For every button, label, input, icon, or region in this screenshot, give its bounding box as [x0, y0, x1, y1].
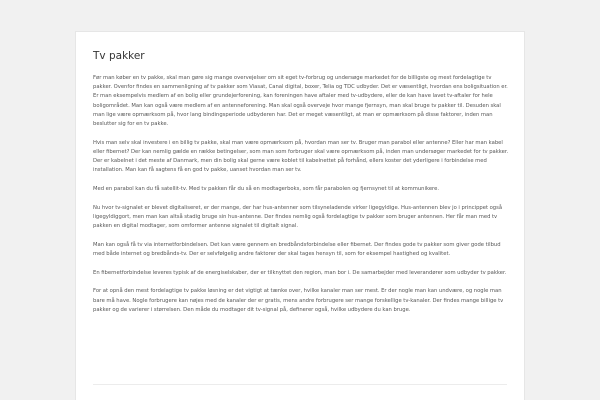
paragraph-before-purchase: Før man køber en tv pakke, skal man gøre sig mange overvejelser om sit eget tv-forbrug og undersøge markedet for de billigste og mest fordelagtige tv pakker. Ovenfor findes en sammenligning af tv pakker som Viasat, Canal digital, boxer, Telia og TDC udbyder. Det er væsentligt, hvordan ens boligsituation er. Er man eksempelvis medlem af en bolig eller grundejerforening, kan foreningen have aftaler med tv-udbydere, eller de kan have lavet tv-aftaler for hele boligområdet. Man kan også være medlem af en antenneforening. Man skal også overveje hvor mange fjernsyn, man skal bruge tv pakker til. Desuden skal man lige være opmærksom på, hvor lang bindingsperiode udbyderen har. Det er meget væsentligt, at man er opmærksom på disse faktorer, inden man beslutter sig for en tv pakke. — [93, 75, 508, 128]
paragraph-satellite: Med en parabol kan du få satellit-tv. Med tv pakken får du så en modtagerboks, som får parabolen og fjernsynet til at kommunikere. — [93, 186, 439, 193]
article-card — [75, 31, 525, 400]
article-content — [93, 49, 509, 325]
page-title: Tv pakker — [93, 50, 145, 62]
paragraph-house-antenna: Nu hvor tv-signalet er blevet digitaliseret, er der mange, der har hus-antenner som tilsyneladende virker ligegyldige. Hus-antennen blev jo i princippet også ligegyldiggort, men man kan altså stadig bruge sin hus-antenne. Der findes nemlig også fordelagtige tv pakker som bruger antennen. Her får man med tv pakken en digital modtager, som omformer antenne signalet til digitalt signal. — [93, 204, 503, 230]
paragraph-internet-tv: Man kan også få tv via internetforbindelsen. Det kan være gennem en bredbåndsforbindelse eller fibernet. Der findes gode tv pakker som giver gode tilbud med både internet og bredbånds-tv. Der er selvfølgelig andre faktorer der skal tages hensyn til, som for eksempel hastighed og kvalitet. — [93, 241, 501, 258]
paragraph-channels: For at opnå den mest fordelagtige tv pakke løsning er det vigtigt at tænke over, hvilke kanaler man ser mest. Er der nogle man kan undvære, og nogle man bare må have. Nogle forbrugere kan nøjes med de kanaler der er gratis, mens andre forbrugere ser mange forskellige tv-kanaler. Der findes mange billige tv pakker og de varierer i størrelsen. Den måde du modtager dit tv-signal på, definerer også, hvilke udbydere du kan bruge. — [93, 288, 504, 313]
paragraph-how-you-watch: Hvis man selv skal investere i en billig tv pakke, skal man være opmærksom på, hvordan man ser tv. Bruger man parabol eller antenne? Eller har man kabel eller fibernet? Der kan nemlig gælde en række betingelser, som man som forbruger skal være opmærksom på, inden man undersøger markedet for tv pakker. Der er kabelnet i det meste af Danmark, men din bolig skal gerne være koblet til kabelnettet på forhånd, ellers koster det yderligere i forbindelse med installation. Man kan få sagtens få en god tv pakke, uanset hvordan man ser tv. — [93, 139, 509, 174]
paragraph-fibernet: En fibernetforbindelse leveres typisk af de energiselskaber, der er tilknyttet den region, man bor i. De samarbejder med leverandører som udbyder tv pakker. — [93, 269, 507, 276]
content-divider — [93, 384, 507, 385]
